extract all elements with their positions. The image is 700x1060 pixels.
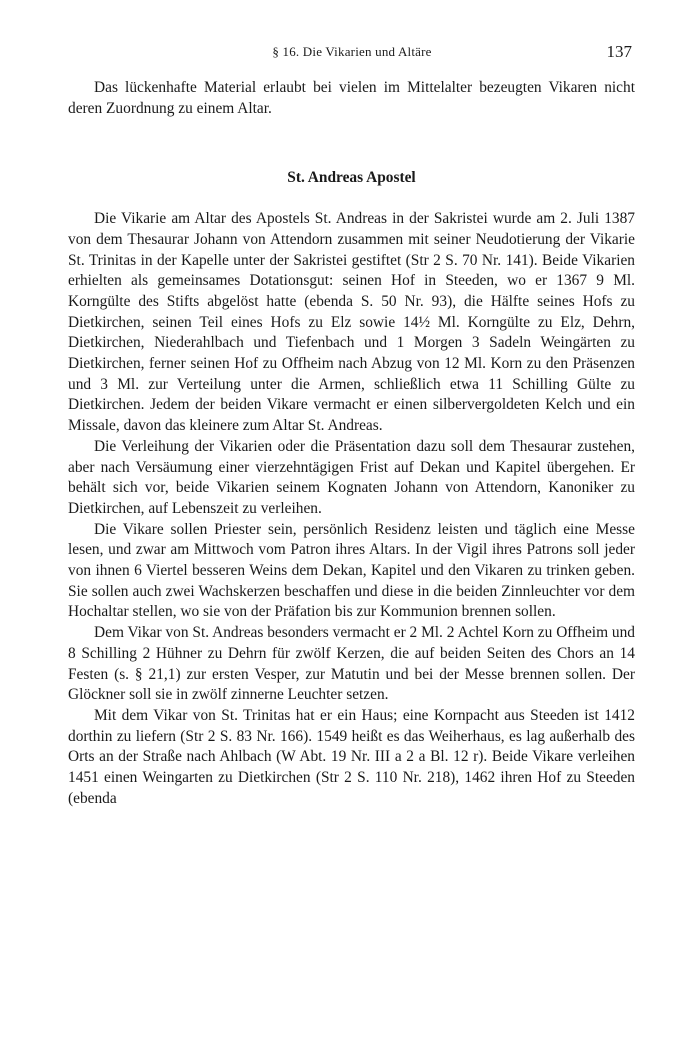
paragraph-presentation: Die Verleihung der Vikarien oder die Präsentation dazu soll dem Thesaurar zustehen, aber nach Versäumung einer vierzehntägigen Frist auf Dekan und Kapitel übergehen. Er behält sich vor, beide Vikarien seinem Kognaten Johann von Attendorn, Kanoniker zu Dietkirchen, auf Lebenszeit zu verleihen. — [68, 437, 635, 517]
page-number: 137 — [606, 42, 632, 61]
running-title: § 16. Die Vikarien und Altäre — [272, 44, 432, 59]
section-heading: St. Andreas Apostel — [287, 169, 416, 187]
paragraph-candles: Dem Vikar von St. Andreas besonders vermacht er 2 Ml. 2 Achtel Korn zu Offheim und 8 Schilling 2 Hühner zu Dehrn für zwölf Kerzen, die auf beiden Seiten des Chors an 14 Festen (s. § 21,1) zur ersten Vesper, zur Matutin und bei der Messe brennen sollen. Der Glöckner soll sie in zwölf zinnerne Leuchter setzen. — [68, 624, 635, 704]
body-text — [68, 78, 635, 810]
paragraph-house: Mit dem Vikar von St. Trinitas hat er ein Haus; eine Kornpacht aus Steeden ist 1412 dorthin zu liefern (Str 2 S. 83 Nr. 166). 1549 heißt es das Weiherhaus, es lag außerhalb des Orts an der Straße nach Ahlbach (W Abt. 19 Nr. III a 2 a Bl. 12 r). Beide Vikare verleihen 1451 einen Weingarten zu Dietkirchen (Str 2 S. 110 Nr. 218), 1462 ihren Hof zu Steeden (ebenda — [68, 706, 635, 807]
running-head — [66, 44, 638, 64]
paragraph-foundation: Die Vikarie am Altar des Apostels St. Andreas in der Sakristei wurde am 2. Juli 1387 von dem Thesaurar Johann von Attendorn zusammen mit seiner Neudotierung der Vikarie St. Trinitas in der Kapelle unter der Sakristei gestiftet (Str 2 S. 70 Nr. 141). Beide Vikarien erhielten als gemeinsames Dotationsgut: seinen Hof in Steeden, wo er 1367 9 Ml. Korngülte des Stifts abgelöst hatte (ebenda S. 50 Nr. 93), die Hälfte seines Hofs zu Dietkirchen, seinen Teil eines Hofs zu Elz sowie 14½ Ml. Korngülte zu Elz, Dehrn, Dietkirchen, Niederahlbach und Tiefenbach und 1 Morgen 3 Sadeln Weingärten zu Dietkirchen, ferner seinen Hof zu Offheim nach Abzug von 12 Ml. Korn zu den Präsenzen und 3 Ml. zur Verteilung unter die Armen, schließlich etwa 11 Schilling Gülte zu Dietkirchen. Jedem der beiden Vikare vermacht er einen silbervergoldeten Kelch und ein Missale, davon das kleinere zum Altar St. Andreas. — [68, 210, 635, 435]
intro-paragraph: Das lückenhafte Material erlaubt bei vielen im Mittelalter bezeugten Vikaren nicht deren Zuordnung zu einem Altar. — [68, 79, 635, 117]
paragraph-duties: Die Vikare sollen Priester sein, persönlich Residenz leisten und täglich eine Messe lesen, und zwar am Mittwoch vom Patron ihres Altars. In der Vigil ihres Patrons soll jeder von ihnen 6 Viertel besseren Weins dem Dekan, Kapitel und den Vikaren zu trinken geben. Sie sollen auch zwei Wachskerzen beschaffen und diese in die beiden Zinnleuchter vor dem Hochaltar stellen, wo sie von der Präfation bis zur Kommunion brennen sollen. — [68, 520, 635, 621]
